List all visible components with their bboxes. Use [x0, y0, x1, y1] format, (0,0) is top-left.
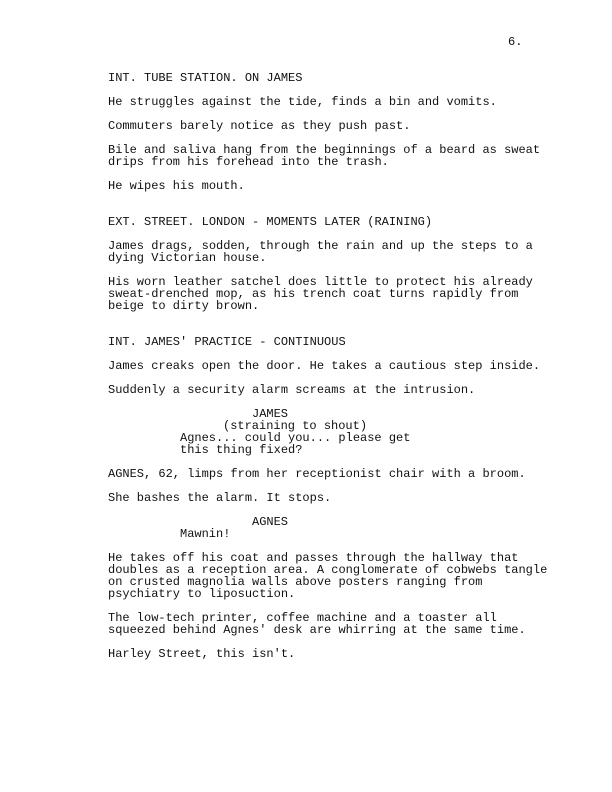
action-line: He takes off his coat and passes through the hallway that doubles as a reception area. A conglomerate of cobwebs tangle on crusted magnolia walls above posters ranging from psychiatry to liposuction.	[108, 551, 555, 601]
dialogue-block	[108, 516, 548, 540]
dialogue-line: Agnes... could you... please get this thing fixed?	[180, 431, 418, 457]
action-line: He struggles against the tide, finds a bin and vomits.	[108, 95, 497, 109]
character-name: AGNES	[252, 515, 289, 529]
action-line: AGNES, 62, limps from her receptionist chair with a broom.	[108, 467, 526, 481]
action-line: He wipes his mouth.	[108, 179, 245, 193]
action-line: His worn leather satchel does little to protect his already sweat-drenched mop, as his trench coat turns rapidly from beige to dirty brown.	[108, 275, 541, 313]
action-line: Commuters barely notice as they push past.	[108, 119, 411, 133]
action-line: James drags, sodden, through the rain and up the steps to a dying Victorian house.	[108, 239, 541, 265]
script-content	[108, 71, 555, 672]
action-line: The low-tech printer, coffee machine and a toaster all squeezed behind Agnes' desk are whirring at the same time.	[108, 611, 526, 637]
dialogue-line: Mawnin!	[180, 527, 231, 541]
scene-heading: INT. TUBE STATION. ON JAMES	[108, 71, 303, 85]
page-number: 6.	[508, 35, 523, 49]
action-line: Harley Street, this isn't.	[108, 647, 296, 661]
action-line: She bashes the alarm. It stops.	[108, 491, 332, 505]
action-line: Suddenly a security alarm screams at the intrusion.	[108, 383, 476, 397]
action-line: James creaks open the door. He takes a cautious step inside.	[108, 359, 541, 373]
scene-heading: INT. JAMES' PRACTICE - CONTINUOUS	[108, 335, 346, 349]
action-line: Bile and saliva hang from the beginnings of a beard as sweat drips from his forehead into the trash.	[108, 143, 548, 169]
parenthetical: (straining to shout)	[223, 419, 368, 433]
character-name: JAMES	[252, 407, 289, 421]
scene-heading: EXT. STREET. LONDON - MOMENTS LATER (RAINING)	[108, 215, 433, 229]
dialogue-block	[108, 408, 548, 456]
